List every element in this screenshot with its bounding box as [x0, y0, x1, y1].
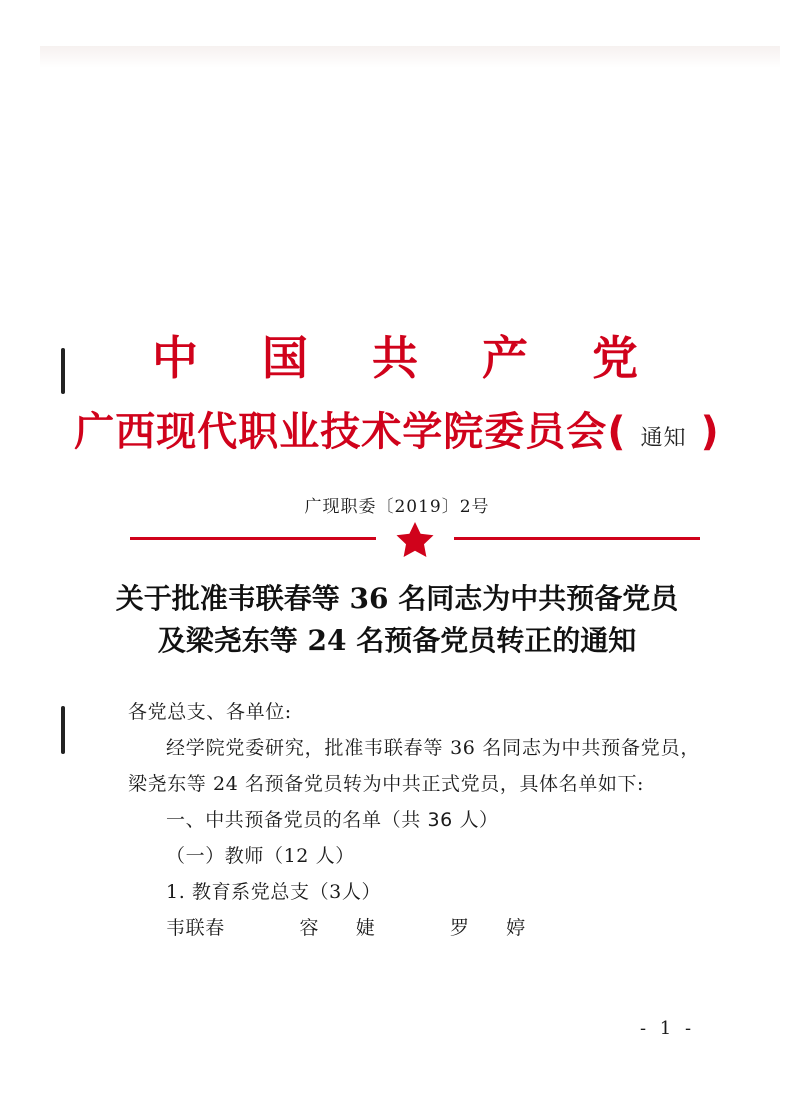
- red-header-party: 中 国 共 产 党: [151, 331, 663, 385]
- member-name: 容 婕: [299, 917, 376, 939]
- names-list: [128, 910, 700, 946]
- note-open-paren: (: [607, 409, 627, 455]
- body-paragraph: 经学院党委研究，批准韦联春等 36 名同志为中共预备党员，梁尧东等 24 名预备党员转为中共正式党员，具体名单如下:: [128, 737, 700, 795]
- divider-line-left: [130, 537, 376, 540]
- red-divider: [130, 520, 700, 560]
- organization-name: 广西现代职业技术学院委员会: [74, 409, 608, 455]
- divider-line-right: [454, 537, 700, 540]
- group-heading: 1. 教育系党总支（3人）: [166, 881, 382, 903]
- notice-title-line2: 及梁尧东等 24 名预备党员转正的通知: [157, 624, 637, 657]
- scan-shadow: [40, 46, 780, 68]
- red-header-organization: [0, 400, 794, 457]
- binder-mark: [61, 706, 65, 754]
- star-icon: [397, 522, 434, 557]
- note-close-paren: ): [700, 409, 720, 455]
- member-name: 韦联春: [166, 917, 225, 939]
- salutation: 各党总支、各单位:: [128, 701, 292, 723]
- page-number: - 1 -: [640, 1018, 696, 1039]
- notice-title-line1: 关于批准韦联春等 36 名同志为中共预备党员: [115, 582, 679, 615]
- subsection-heading: （一）教师（12 人）: [166, 845, 355, 867]
- document-number: 广现职委〔2019〕2号: [304, 497, 490, 517]
- member-name: 罗 婷: [449, 917, 526, 939]
- document-body: [128, 694, 700, 946]
- section-heading: 一、中共预备党员的名单（共 36 人）: [166, 809, 499, 831]
- notice-title: [0, 578, 794, 662]
- document-type-note: 通知: [640, 426, 687, 451]
